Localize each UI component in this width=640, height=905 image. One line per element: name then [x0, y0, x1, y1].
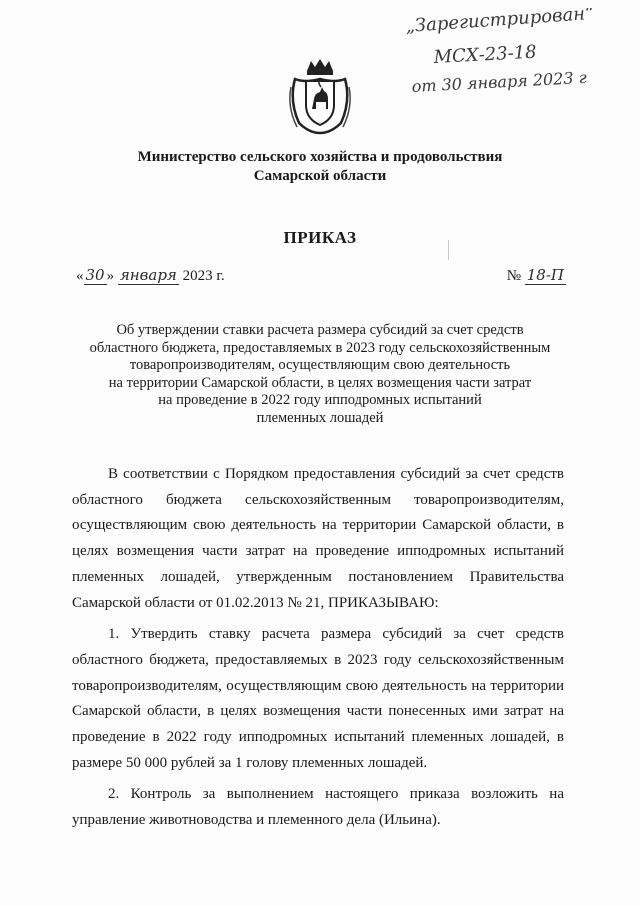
order-date-number-line [76, 262, 566, 290]
subject-line: областного бюджета, предоставляемых в 2023 году сельскохозяйственным [89, 339, 551, 356]
order-body [72, 462, 564, 840]
number-label: № [506, 268, 521, 284]
ministry-line-2: Самарской области [253, 168, 387, 184]
date-day: 30 [85, 266, 105, 284]
order-subject [60, 322, 580, 427]
body-paragraph-preamble: В соответствии с Порядком предоставления субсидий за счет средств областного бюджета сельскохозяйственным товаропроизводителям, осуществляющим свою деятельность на территории Самарской области, в целях возмещения части затрат на проведение ипподромных испытаний племенных лошадей, утвержденным постановлением Правительства Самарской области от 01.02.2013 № 21, ПРИКАЗЫВАЮ: [72, 466, 564, 611]
handwritten-registration-icon [398, 8, 634, 100]
subject-line: на территории Самарской области, в целях возмещения части затрат [108, 374, 532, 391]
date-month: января [119, 266, 177, 284]
subject-line: на проведение в 2022 году ипподромных испытаний [158, 392, 482, 408]
subject-line: племенных лошадей [256, 409, 384, 426]
date-year: 2023 г. [182, 268, 225, 284]
registration-line-1: „Зарегистрирован“ [404, 8, 595, 37]
registration-line-3: от 30 января 2023 г [411, 67, 588, 96]
ministry-line-1: Министерство сельского хозяйства и продовольствия [137, 149, 503, 165]
body-paragraph-item-2: 2. Контроль за выполнением настоящего приказа возложить на управление животноводства и племенного дела (Ильина). [72, 786, 564, 829]
order-number [507, 266, 566, 285]
body-paragraph-item-1: 1. Утвердить ставку расчета размера субсидий за счет средств областного бюджета, предоставляемых в 2023 году сельскохозяйственным товаропроизводителям, осуществляющим свою деятельность на территории Самарской области, в целях возмещения части понесенных ими затрат на проведение в 2022 году ипподромных испытаний племенных лошадей, в размере 50 000 рублей за 1 голову племенных лошадей. [72, 626, 564, 771]
subject-line: Об утверждении ставки расчета размера субсидий за счет средств [116, 322, 524, 338]
samara-coat-of-arms-icon [285, 57, 355, 135]
registration-line-2: МСХ-23-18 [433, 41, 538, 68]
number-value: 18-П [526, 266, 564, 284]
date-close-quote: » [106, 268, 115, 284]
date-open-quote: « [76, 268, 84, 284]
order-date [76, 266, 225, 285]
subject-line: товаропроизводителям, осуществляющим свою деятельность [129, 357, 511, 373]
ministry-header [0, 148, 640, 186]
order-title: ПРИКАЗ [283, 228, 357, 247]
registration-note [398, 8, 634, 100]
